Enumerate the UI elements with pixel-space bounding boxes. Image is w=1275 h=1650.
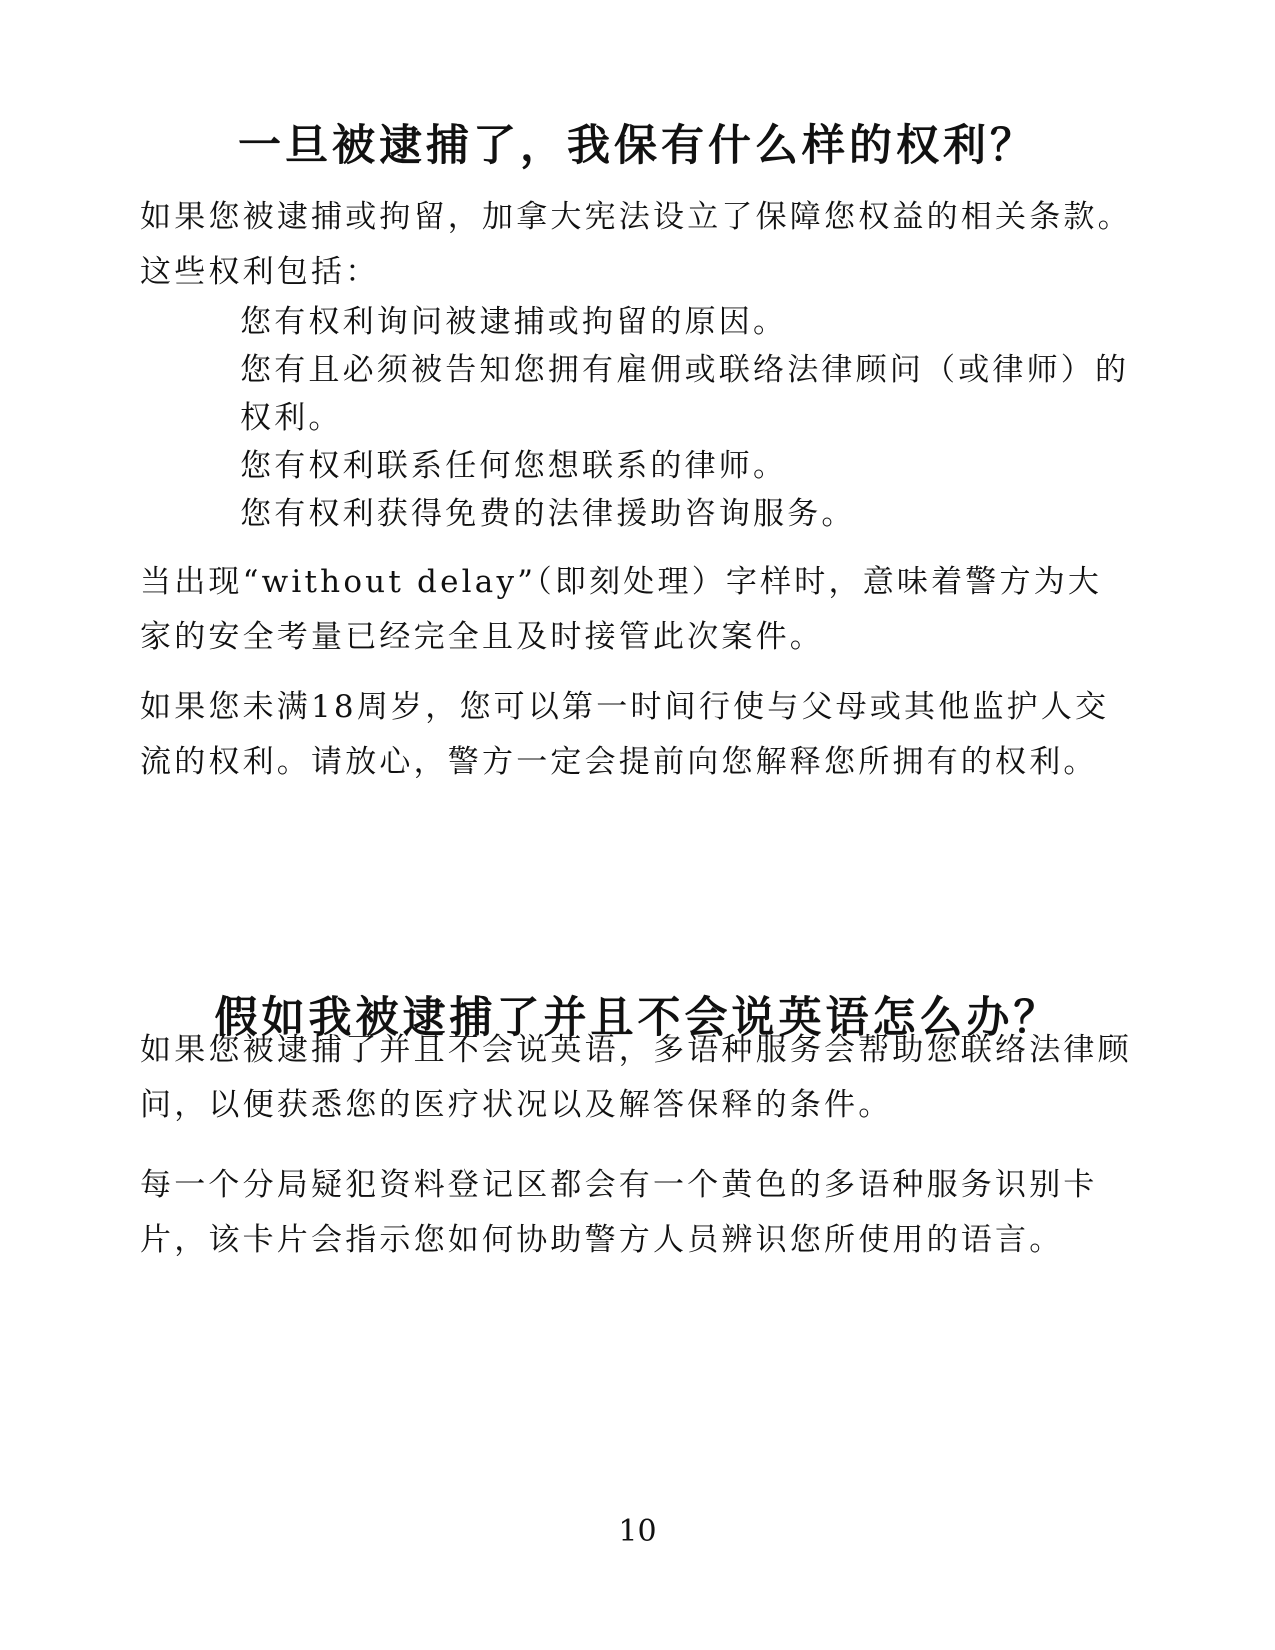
rights-list <box>240 298 1145 538</box>
language-card-paragraph: 每一个分局疑犯资料登记区都会有一个黄色的多语种服务识别卡片，该卡片会指示您如何协助警方人员辨识您所使用的语言。 <box>140 1167 1098 1258</box>
section-heading-no-english: 假如我被逮捕了并且不会说英语怎么办？ <box>214 993 1061 1043</box>
rights-list-item: 您有权利联系任何您想联系的律师。 <box>240 448 788 484</box>
rights-list-item: 您有权利询问被逮捕或拘留的原因。 <box>240 304 788 340</box>
rights-list-item: 您有权利获得免费的法律援助咨询服务。 <box>240 496 856 532</box>
section-heading-arrest-rights: 一旦被逮捕了，我保有什么样的权利？ <box>238 121 1037 171</box>
rights-list-item: 您有且必须被告知您拥有雇佣或联络法律顾问（或律师）的权利。 <box>240 352 1130 436</box>
page-number: 10 <box>618 1514 657 1549</box>
without-delay-paragraph: 当出现“without delay”（即刻处理）字样时，意味着警方为大家的安全考量已经完全且及时接管此次案件。 <box>140 564 1103 655</box>
multilingual-services-paragraph: 如果您被逮捕了并且不会说英语，多语种服务会帮助您联络法律顾问，以便获悉您的医疗状况以及解答保释的条件。 <box>140 1032 1132 1123</box>
minors-paragraph: 如果您未满18周岁，您可以第一时间行使与父母或其他监护人交流的权利。请放心，警方一定会提前向您解释您所拥有的权利。 <box>140 689 1110 780</box>
intro-paragraph: 如果您被逮捕或拘留，加拿大宪法设立了保障您权益的相关条款。这些权利包括： <box>140 199 1132 290</box>
